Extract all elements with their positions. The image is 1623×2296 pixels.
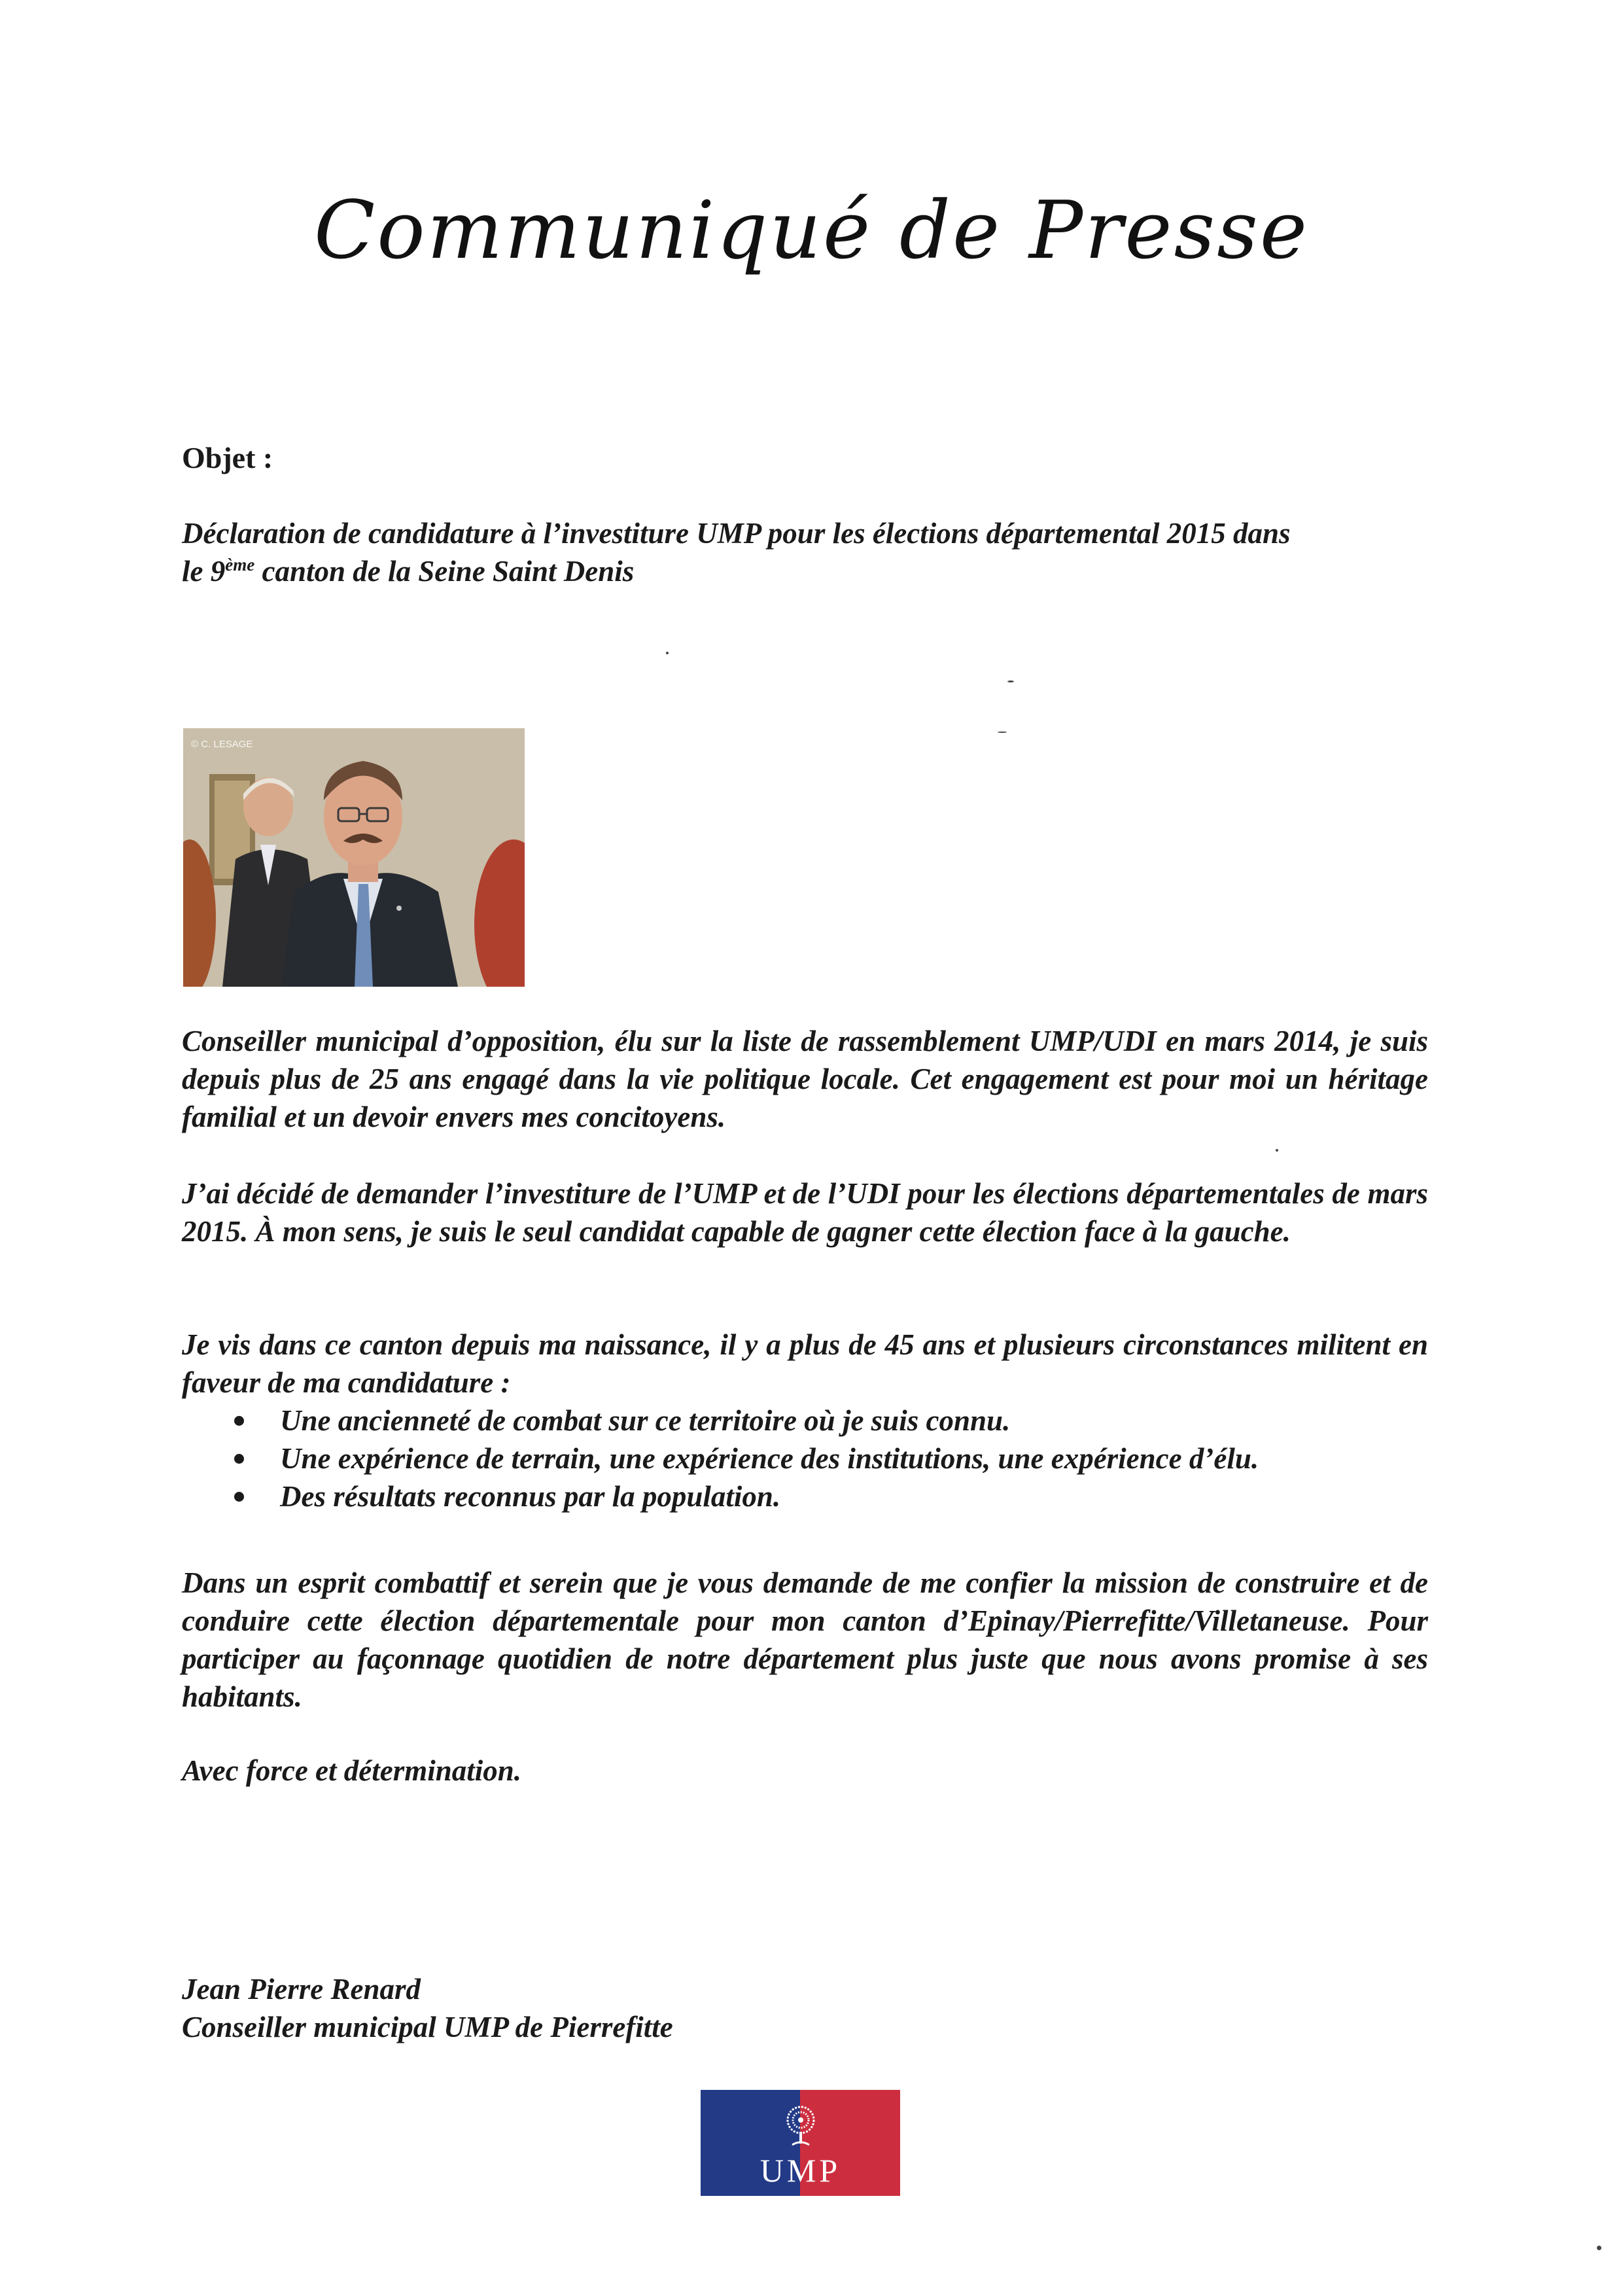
subject-line-1: Déclaration de candidature à l’investiture UMP pour les élections départemental 2015 dans [182, 517, 1291, 550]
signature-role: Conseiller municipal UMP de Pierrefitte [182, 2011, 673, 2043]
paragraph-3: Je vis dans ce canton depuis ma naissance, il y a plus de 45 ans et plusieurs circonstances militent en faveur de ma candidature : [182, 1328, 1428, 1399]
list-item [182, 1477, 1428, 1515]
paragraph-2: J’ai décidé de demander l’investiture de l’UMP et de l’UDI pour les élections départementales de mars 2015. À mon sens, je suis le seul candidat capable de gagner cette élection face à la gauche. [182, 1177, 1428, 1248]
subject-line-2-suffix: canton de la Seine Saint Denis [254, 555, 635, 588]
paragraph-4: Dans un esprit combattif et serein que je vous demande de me confier la mission de construire et de conduire cette élection départementale pour mon canton d’Epinay/Pierrefitte/Villetaneuse. Pour participer au façonnage quotidien de notre département plus juste que nous avons promise à ses habitants. [182, 1566, 1428, 1713]
bullet-list [182, 1402, 1428, 1515]
signature-name: Jean Pierre Renard [182, 1973, 421, 2005]
list-item-text: Une expérience de terrain, une expérience des institutions, une expérience d’élu. [280, 1442, 1259, 1475]
subject-label: Objet : [182, 441, 273, 474]
scan-speck [1007, 680, 1014, 682]
list-item-text: Des résultats reconnus par la population. [280, 1480, 781, 1513]
ump-logo [701, 2090, 900, 2196]
bullet-icon [234, 1416, 244, 1426]
subject-line-2-superscript: ème [225, 555, 255, 574]
signature-block [182, 1970, 1428, 2046]
bullet-icon [234, 1492, 244, 1502]
bullet-icon [234, 1454, 244, 1464]
list-item-text: Une ancienneté de combat sur ce territoire où je suis connu. [280, 1404, 1011, 1437]
subject-text [182, 514, 1428, 590]
paragraph-1: Conseiller municipal d’opposition, élu sur la liste de rassemblement UMP/UDI en mars 2014, je suis depuis plus de 25 ans engagé dans la vie politique locale. Cet engagement est pour moi un héritage familial et un devoir envers mes concitoyens. [182, 1025, 1428, 1133]
scan-speck [1276, 1149, 1278, 1152]
tree-icon [778, 2103, 824, 2149]
candidate-photo [183, 728, 525, 987]
list-item [182, 1439, 1428, 1477]
scan-speck [666, 652, 669, 654]
paragraph-5: Avec force et détermination. [182, 1754, 522, 1787]
logo-text: UMP [759, 2152, 841, 2189]
subject-line-2-prefix: le 9 [182, 555, 226, 588]
page-title: Communiqué de Presse [313, 184, 1310, 277]
list-item [182, 1402, 1428, 1439]
scan-speck [998, 732, 1007, 733]
scan-speck [1597, 2246, 1601, 2250]
candidate-photo-illustration [183, 728, 525, 987]
photo-watermark: © C. LESAGE [191, 739, 253, 750]
